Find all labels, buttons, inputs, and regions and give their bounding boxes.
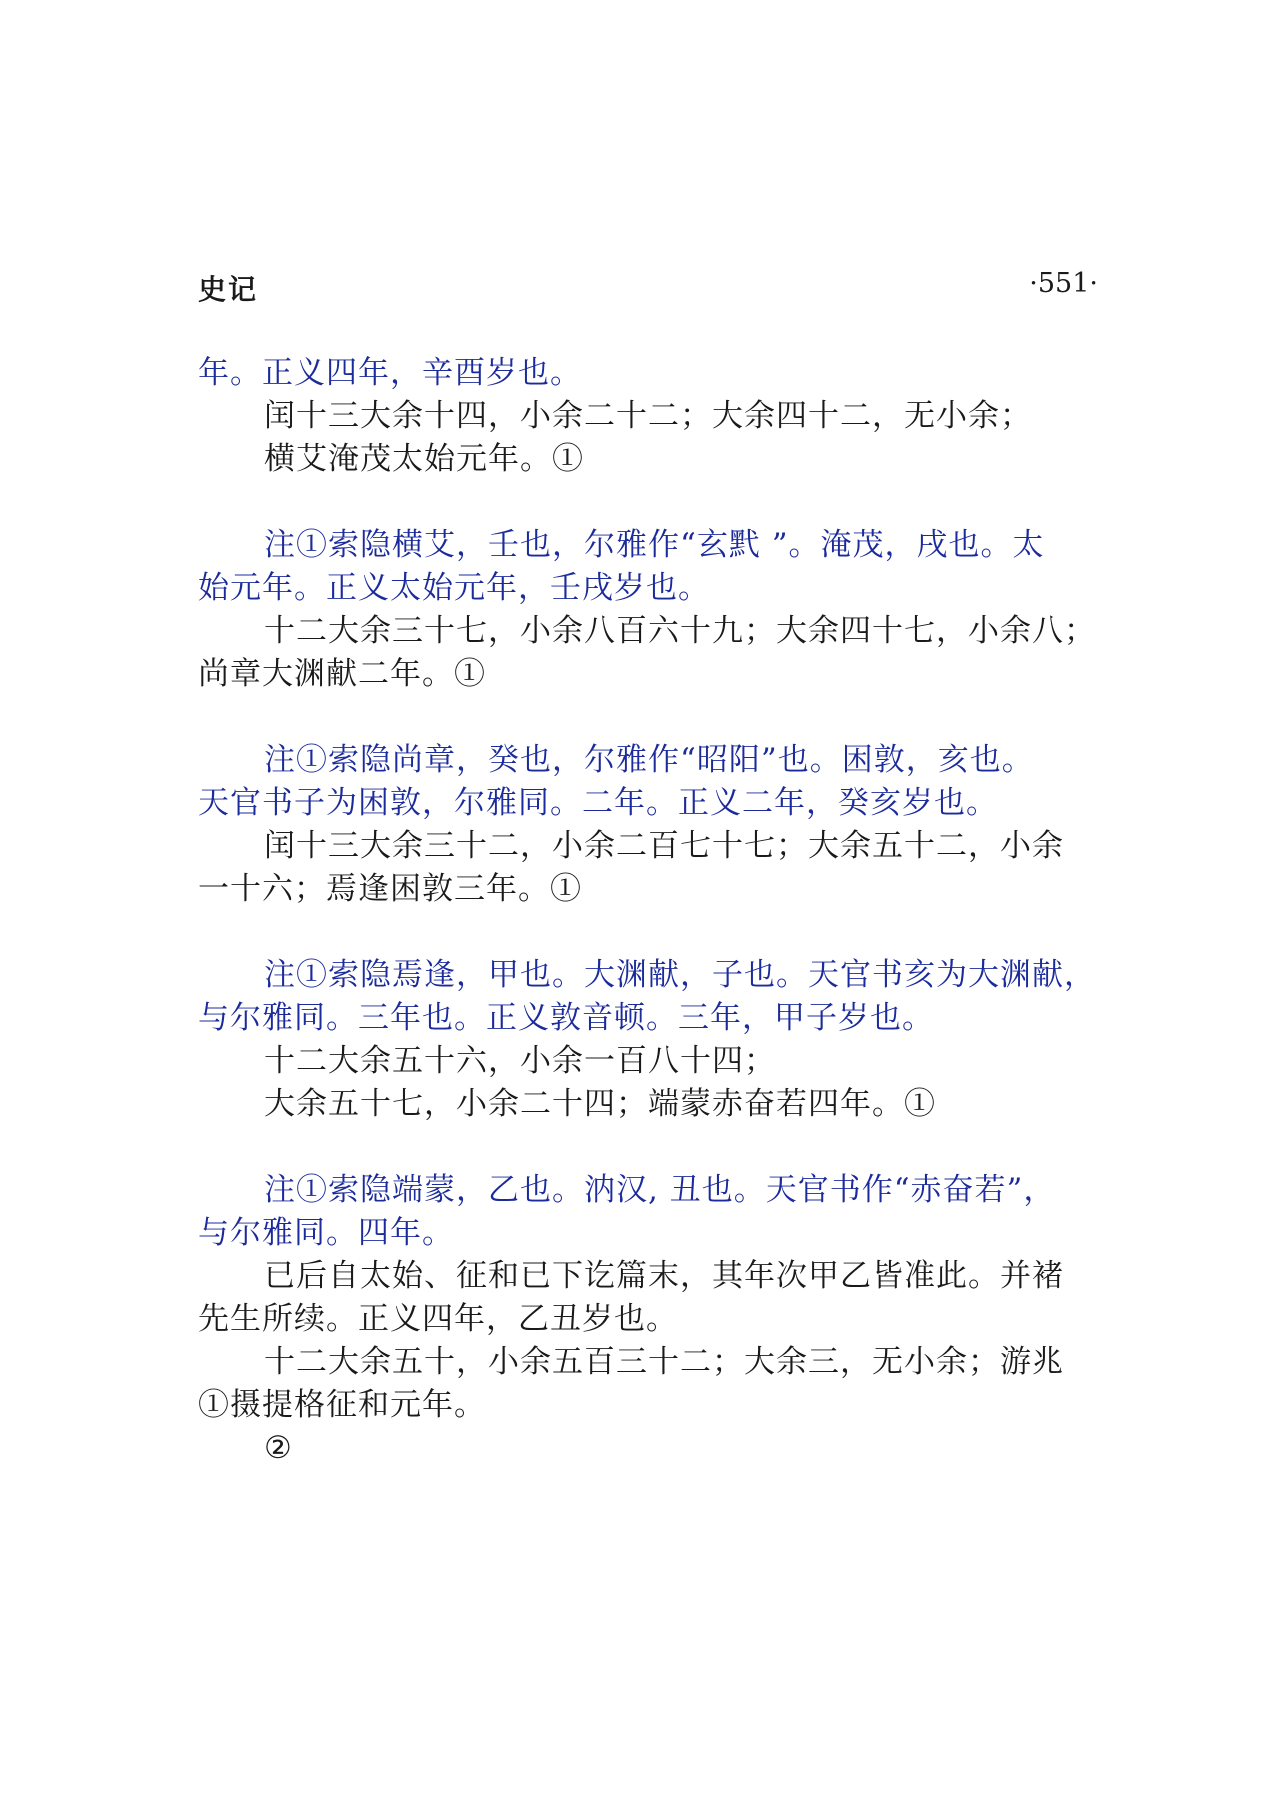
text-line: 大余五十七，小余二十四；端蒙赤奋若四年。① (264, 1086, 936, 1122)
text-line: 一十六；焉逢困敦三年。① (198, 871, 582, 907)
running-title: 史记 (198, 273, 259, 306)
annotation-line: 注①索隐焉逢，甲也。大渊献，子也。天官书亥为大渊献， (264, 957, 1096, 993)
text-line: 已后自太始、征和已下讫篇末，其年次甲乙皆准此。并褚 (264, 1258, 1064, 1294)
paragraph-gap (198, 911, 1103, 954)
annotation-line: 始元年。正义太始元年，壬戌岁也。 (198, 570, 710, 606)
annotation-line: 注①索隐横艾，壬也，尔雅作“玄黓 ”。淹茂，戌也。太 (264, 527, 1045, 563)
body-text (198, 352, 1103, 1470)
annotation-line: 天官书子为困敦，尔雅同。二年。正义二年，癸亥岁也。 (198, 785, 998, 821)
annotation-line: 注①索隐尚章，癸也，尔雅作“昭阳”也。困敦，亥也。 (264, 742, 1034, 778)
page-header (198, 268, 1098, 308)
text-line: 横艾淹茂太始元年。① (264, 441, 584, 477)
annotation-line: 与尔雅同。三年也。正义敦音顿。三年，甲子岁也。 (198, 1000, 934, 1036)
annotation-line: 年。正义四年，辛酉岁也。 (198, 355, 582, 391)
text-line: 闰十三大余三十二，小余二百七十七；大余五十二，小余 (264, 828, 1064, 864)
paragraph-gap (198, 696, 1103, 739)
annotation-line: 注①索隐端蒙，乙也。汭汉, 丑也。天官书作“赤奋若”， (264, 1172, 1056, 1208)
paragraph-gap (198, 1126, 1103, 1169)
text-line: 十二大余五十六，小余一百八十四； (264, 1043, 776, 1079)
page-number: ·551· (1029, 268, 1098, 299)
text-line: 闰十三大余十四，小余二十二；大余四十二，无小余； (264, 398, 1032, 434)
text-line: 十二大余五十，小余五百三十二；大余三，无小余；游兆 (264, 1344, 1064, 1380)
text-line: ①摄提格征和元年。 (198, 1387, 486, 1423)
text-line: 尚章大渊献二年。① (198, 656, 486, 692)
annotation-line: 与尔雅同。四年。 (198, 1215, 454, 1251)
paragraph-gap (198, 481, 1103, 524)
text-line: 十二大余三十七，小余八百六十九；大余四十七，小余八； (264, 613, 1096, 649)
footnote-marker: ② (264, 1430, 293, 1466)
text-line: 先生所续。正义四年，乙丑岁也。 (198, 1301, 678, 1337)
